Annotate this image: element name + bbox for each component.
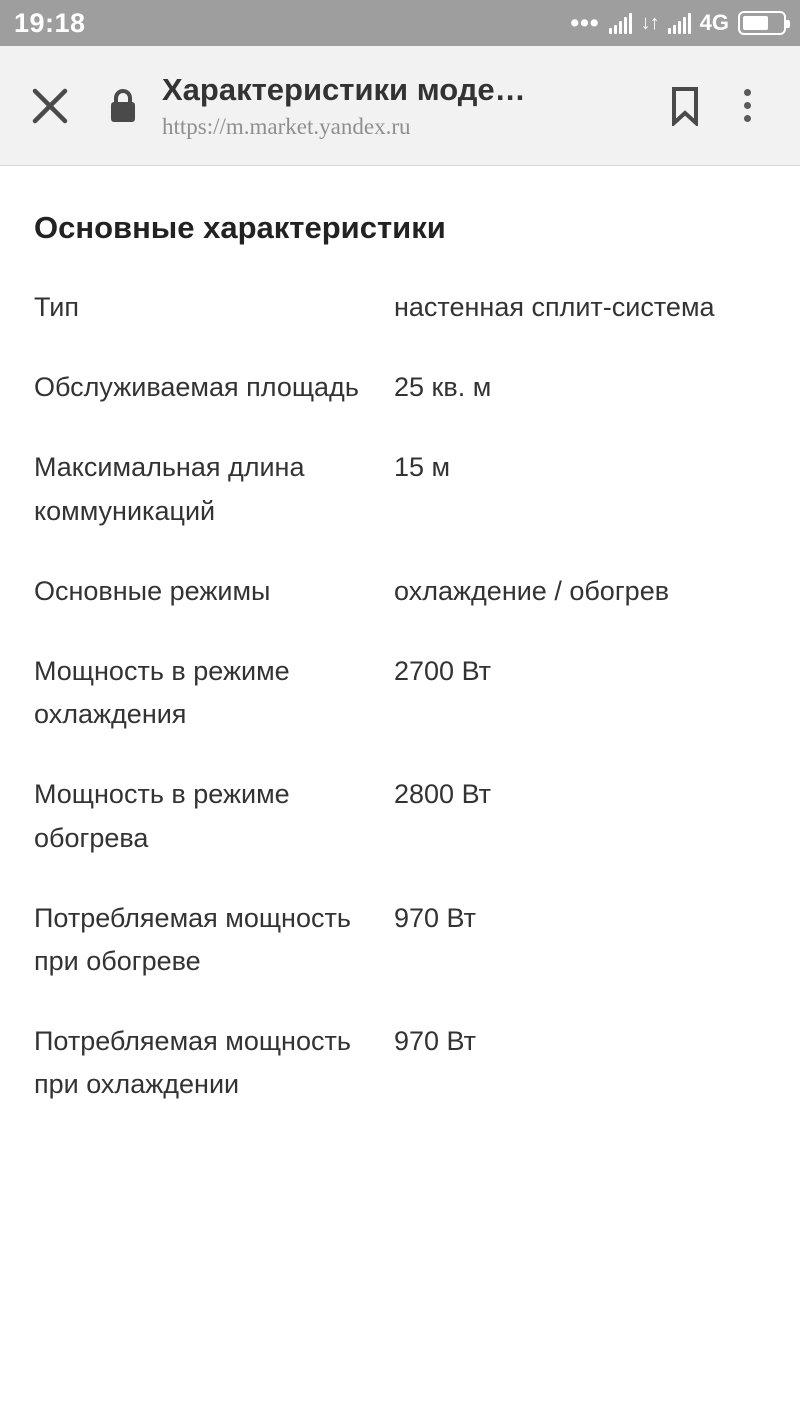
spec-value: 15 м (394, 452, 451, 483)
spec-value: 970 Вт (394, 1026, 477, 1057)
spec-name: Потребляемая мощность при охлаждении (34, 1026, 351, 1100)
spec-value: охлаждение / обогрев (394, 575, 670, 606)
data-transfer-icon: ↓↑ (640, 12, 659, 34)
page-title: Характеристики моде… (162, 72, 526, 108)
spec-name: Мощность в режиме охлаждения (34, 655, 290, 730)
table-row (34, 897, 766, 983)
browser-toolbar (0, 46, 800, 166)
kebab-menu-icon[interactable] (716, 75, 778, 137)
spec-value: 25 кв. м (394, 372, 492, 403)
status-indicators (570, 10, 786, 36)
status-bar (0, 0, 800, 46)
table-row (34, 650, 766, 736)
status-clock: 19:18 (14, 7, 86, 38)
close-icon[interactable] (22, 78, 78, 134)
table-row (34, 773, 766, 859)
table-row (34, 1020, 766, 1106)
kebab-dots (744, 89, 751, 122)
table-row (34, 366, 766, 409)
spec-name: Максимальная длина коммуникаций (34, 452, 305, 526)
spec-value: настенная сплит-система (394, 292, 715, 322)
network-type-label: 4G (699, 10, 729, 35)
signal-strength-icon-1 (609, 12, 632, 34)
spec-name: Мощность в режиме обогрева (34, 779, 290, 853)
spec-name: Потребляемая мощность при обогреве (34, 902, 351, 976)
signal-strength-icon-2 (668, 12, 691, 34)
spec-name: Тип (34, 292, 80, 322)
address-bar[interactable] (154, 71, 654, 140)
spec-value: 2700 Вт (394, 655, 492, 686)
table-row (34, 446, 766, 532)
page-url: https://m.market.yandex.ru (162, 113, 411, 139)
bookmark-icon[interactable] (654, 75, 716, 137)
spec-name: Обслуживаемая площадь (34, 372, 359, 403)
page-section-title: Основные характеристики (34, 210, 446, 245)
table-row (34, 286, 766, 329)
spec-value: 2800 Вт (394, 779, 492, 810)
battery-icon (738, 11, 786, 35)
spec-name: Основные режимы (34, 575, 271, 606)
lock-icon[interactable] (92, 86, 154, 126)
table-row (34, 570, 766, 613)
spec-sheet (0, 166, 800, 1106)
notification-overflow-icon: ••• (570, 8, 600, 37)
spec-value: 970 Вт (394, 902, 477, 933)
